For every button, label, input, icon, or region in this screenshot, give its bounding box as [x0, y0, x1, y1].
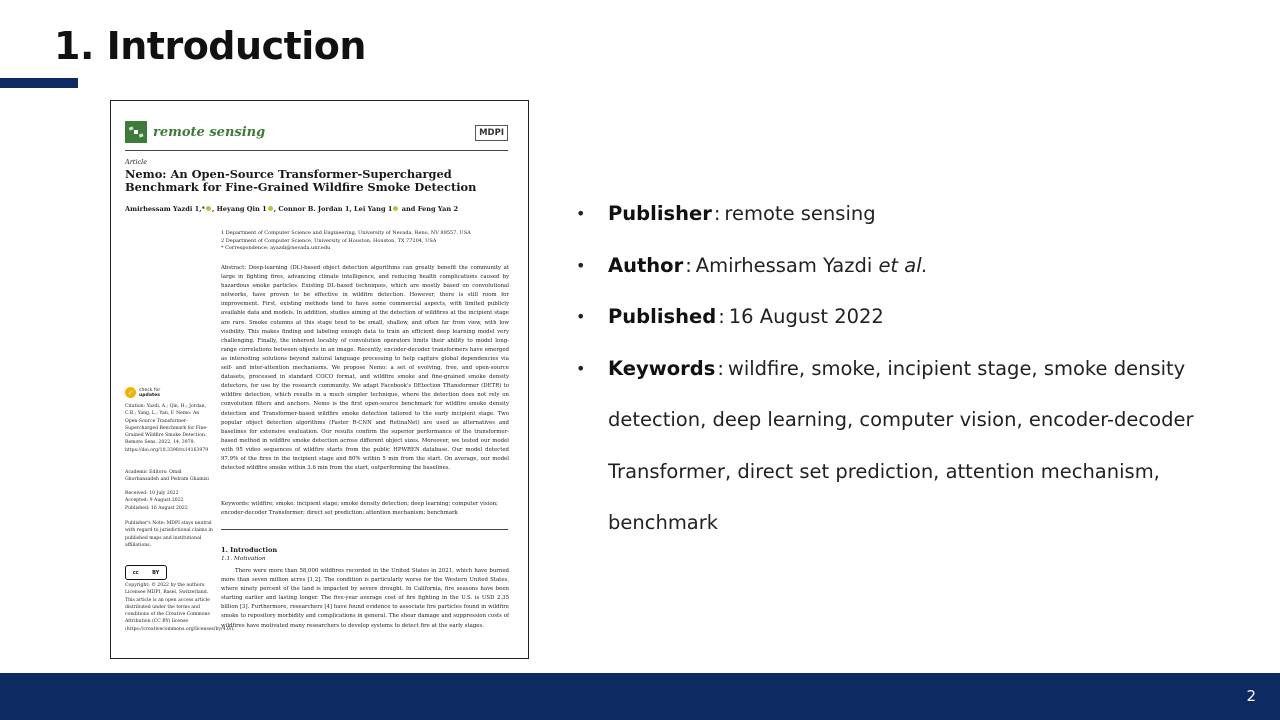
info-keywords: • Keywords : wildfire, smoke, incipient stage, smoke density detection, deep learning, computer vision, encoder-decoder Transformer, direct set prediction, attention mechanism, benchmark [570, 343, 1230, 549]
info-author: • Author : Amirhessam Yazdi et al. [570, 240, 1230, 292]
affiliation: * Correspondence: ayazdi@nevada.unr.edu [221, 245, 331, 251]
author: Lei Yang 1 [354, 205, 393, 213]
affiliation: 2 Department of Computer Science, University of Houston, Houston, TX 77204, USA [221, 237, 437, 244]
author: Heyang Qin 1 [216, 205, 267, 213]
header-divider [125, 150, 508, 151]
abstract: Abstract: Deep-learning (DL)-based object detection algorithms can greatly benefit the community at large in fighting fires, advancing climate intelligence, and reducing health complications caused by hazardous smoke particles. Existing DL-based techniques, which are mostly based on convolutional networks, have proven to be effective in wildfire detection. However, there is still room for improvement. First, existing methods tend to have some commercial aspects, with limited publicly available data and models. In addition, studies aiming at the detection of wildfires at the incipient stage are rare. Smoke columns at this stage tend to be small, shallow, and often far from view, with low visibility. This makes finding and labeling enough data to train an efficient deep learning model very challenging. Finally, the inherent locality of convolution operators limits their ability to model long-range correlations between objects in an image. Recently, encoder-decoder transformers have emerged as interesting solutions beyond natural language processing to help capture global dependencies via self- and inter-attention mechanisms. We propose Nemo: a set of evolving, free, and open-source datasets, processed in standard COCO format, and wildfire smoke and fine-grained smoke density detectors, for use by the research community. We adapt Facebook's DEtection TRansformer (DETR) to wildfire detection, which results in a much simpler technique, where the detection does not rely on convolution filters and anchors. Nemo is the first open-source benchmark for wildfire smoke density detection and Transformer-based wildfire smoke detection tailored to the early incipient stage. Two popular object detection algorithms (Faster R-CNN and RetinaNet) are used as alternatives and baselines for extensive evaluation. Our results confirm the superior performance of the transformer-based method in wildfire smoke detection across different object sizes. Moreover, we tested our model with 95 video sequences of wildfire starts from the public HPWREN database. Our model detected 97.9% of the fires in the incipient stage and 80% within 5 min from the start. On average, our model detected wildfire smoke within 3.6 min from the start, outperforming the baselines. [221, 265, 509, 472]
satellite-icon [125, 121, 147, 143]
affiliations [221, 230, 511, 253]
paper-thumbnail [110, 100, 529, 659]
footer-bar [0, 673, 1280, 720]
subsection-heading: 1.1. Motivation [221, 556, 266, 562]
cc-license-icon: cc BY [125, 565, 167, 580]
author-suffix: et al. [878, 253, 928, 277]
paper-info-list [570, 188, 1230, 549]
publisher-note: Publisher's Note: MDPI stays neutral with regard to jurisdictional claims in published maps and institutional affiliations. [125, 521, 213, 548]
academic-editors: Academic Editors: Omid Ghorbanzadeh and Pedram Ghamisi [125, 470, 209, 483]
author: Amirhessam Yazdi 1,* [125, 205, 205, 213]
publisher-logo: MDPI [475, 125, 508, 141]
author-value: Amirhessam Yazdi [695, 253, 873, 277]
journal-header [125, 121, 265, 143]
dates: Received: 10 July 2022 Accepted: 9 August 2022 Published: 16 August 2022 [125, 491, 188, 511]
keywords-label: Keywords [608, 356, 716, 380]
paper-keywords: Keywords: wildfire; smoke; incipient stage; smoke density detection; deep learning; computer vision; encoder-decoder Transformer; direct set prediction; attention mechanism; benchmark [221, 501, 498, 516]
journal-name: remote sensing [153, 124, 266, 140]
info-published: • Published : 16 August 2022 [570, 291, 1230, 343]
check-updates-badge: ✓ check for updates [125, 387, 160, 398]
publisher-value: remote sensing [724, 202, 876, 225]
affiliation: 1 Department of Computer Science and Engineering, University of Nevada, Reno, NV 89557, USA [221, 230, 471, 236]
slide-title: 1. Introduction [54, 24, 366, 68]
info-publisher: • Publisher : remote sensing [570, 188, 1230, 240]
article-type: Article [125, 158, 148, 166]
orcid-icon [393, 206, 398, 211]
orcid-icon [268, 206, 273, 211]
section-heading: 1. Introduction [221, 546, 278, 554]
citation: Citation: Yazdi, A.; Qin, H.; Jordan, C.B.; Yang, L.; Yan, F. Nemo: An Open-Source Transformer-Supercharged Benchmark for Fine-Grained Wildfire Smoke Detection. Remote Sens. 2022, 14, 3979. https://doi.org/10.3390/rs14163979 [125, 404, 209, 453]
body-text: There were more than 58,000 wildfires recorded in the United States in 2021, which have burned more than seven million acres [1,2]. The condition is particularly worse for the Western United States, where ninety percent of the land is impacted by severe drought. In California, fire seasons have been starting earlier and lasting longer. The five-year average cost of fire fighting in the U.S. is USD 2.35 billion [3]. Furthermore, researchers [4] have found evidence to associate fire particles found in wildfire smoke to repository morbidity and complications in general. The shear damage and suppression costs of wildfires have motivated many researchers to develop systems to detect fire at the early stages. [221, 568, 509, 629]
article-title: Nemo: An Open-Source Transformer-Supercharged Benchmark for Fine-Grained Wildfire Smoke Detection [125, 167, 477, 194]
page-number: 2 [1246, 687, 1256, 705]
author: and Feng Yan 2 [401, 205, 459, 213]
published-value: 16 August 2022 [728, 305, 884, 328]
publisher-label: Publisher [608, 202, 712, 225]
published-label: Published [608, 305, 717, 328]
keywords-value: wildfire, smoke, incipient stage, smoke density detection, deep learning, computer vision, encoder-decoder Transformer, direct set prediction, attention mechanism, benchmark [608, 356, 1194, 534]
copyright: Copyright: © 2022 by the authors. Licensee MDPI, Basel, Switzerland. This article is an open access article distributed under the terms and conditions of the Creative Commons Attribution (CC BY) license (https://creativecommons.org/licenses/by/4.0/). [125, 583, 235, 632]
check-updates-icon: ✓ [125, 387, 136, 398]
keywords-divider [221, 529, 508, 530]
orcid-icon [206, 206, 211, 211]
author: Connor B. Jordan 1 [278, 205, 350, 213]
author-label: Author [608, 253, 684, 277]
title-accent-bar [0, 78, 78, 88]
article-authors: Amirhessam Yazdi 1,* , Heyang Qin 1 , Connor B. Jordan 1, Lei Yang 1 and Feng Yan 2 [125, 205, 459, 213]
